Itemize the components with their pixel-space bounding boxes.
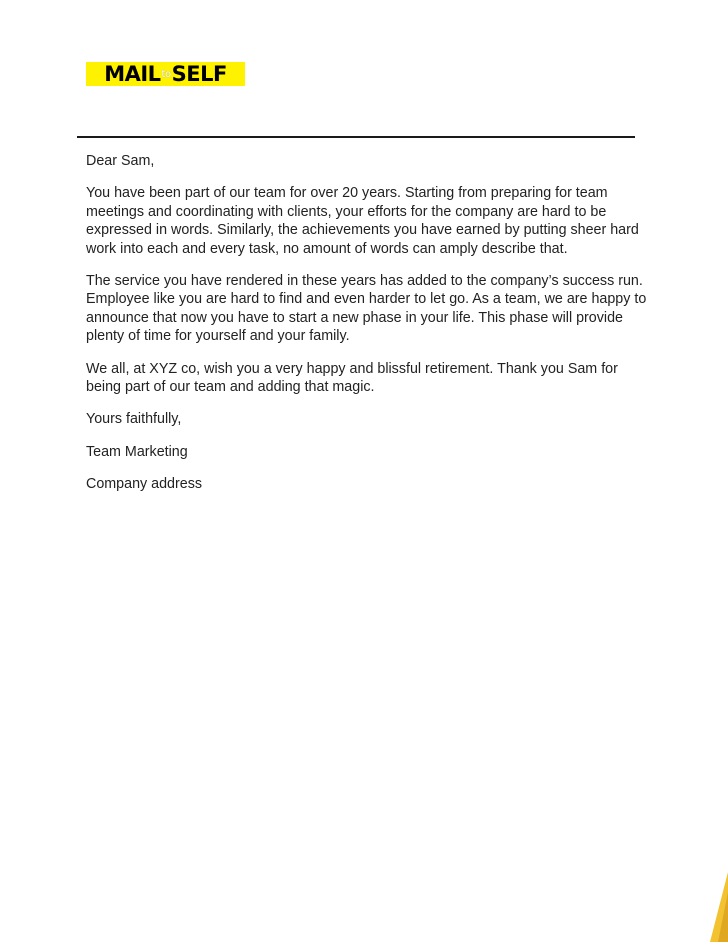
letter-paragraph-3: We all, at XYZ co, wish you a very happy and blissful retirement. Thank you Sam for being part of our team and adding that magic. [86,360,618,396]
letter-closing: Yours faithfully, [86,411,182,428]
logo-text-self: SELF [171,61,227,86]
letter-address: Company address [86,476,203,493]
letter-signature: Team Marketing [86,443,188,460]
logo-text-to: to [161,69,171,80]
header-divider [77,136,635,138]
mailtoself-logo [86,62,245,86]
logo-text-mail: MAIL [104,61,161,86]
letter-body [86,152,651,508]
letter-paragraph-2: The service you have rendered in these years has added to the company’s success run. Employee like you are hard to find and even harder to let go. As a team, we are happy to announce that now you have to start a new phase in your life. This phase will provide plenty of time for yourself and your family. [86,273,647,345]
letter-paragraph-1: You have been part of our team for over 20 years. Starting from preparing for team meetings and coordinating with clients, your efforts for the company are hard to be expressed in words. Similarly, the achievements you have earned by putting sheer hard work into each and every task, no amount of words can amply describe that. [86,185,639,257]
corner-decoration-shape [706,872,728,942]
letter-greeting: Dear Sam, [86,153,155,169]
